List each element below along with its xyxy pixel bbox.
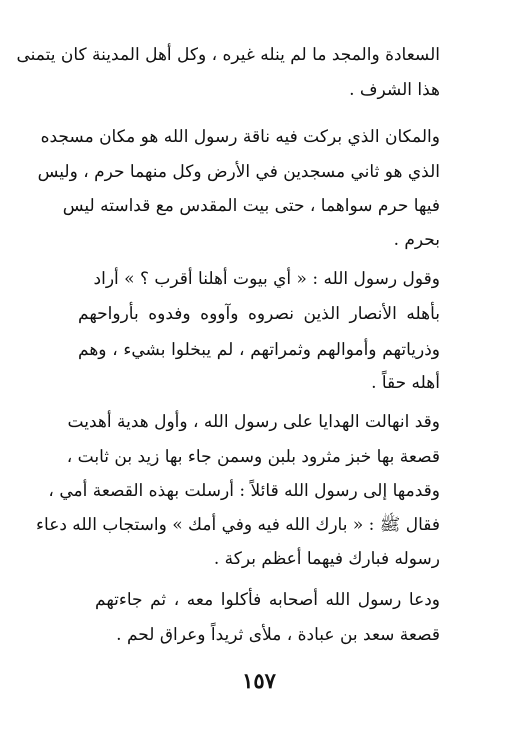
text-line: الذي هو ثاني مسجدين في الأرض وكل منهما حرم ، وليس xyxy=(37,162,440,182)
text-line: فقال ﷺ : « بارك الله فيه وفي أمك » واستجاب الله دعاء xyxy=(36,515,440,535)
text-line: بحرم . xyxy=(393,230,440,250)
text-line: فيها حرم سواهما ، حتى بيت المقدس مع قداسته ليس xyxy=(62,196,440,216)
text-line: وقدمها إلى رسول الله قائلاً : أرسلت بهذه القصعة أمي ، xyxy=(48,481,440,501)
page-number: ١٥٧ xyxy=(242,668,276,693)
text-line: ودعا رسول الله أصحابه فأكلوا معه ، ثم جاءتهم xyxy=(95,590,440,610)
text-line: والمكان الذي بركت فيه ناقة رسول الله هو مكان مسجده xyxy=(40,127,440,147)
text-line: قصعة سعد بن عبادة ، ملأى ثريداً وعراق لحم . xyxy=(116,625,440,645)
text-line: هذا الشرف . xyxy=(349,80,440,100)
text-line: رسوله فبارك فيهما أعظم بركة . xyxy=(213,549,440,569)
text-line: قصعة بها خبز مثرود بلبن وسمن جاء بها زيد بن ثابت ، xyxy=(66,447,440,467)
text-line: السعادة والمجد ما لم ينله غيره ، وكل أهل المدينة كان يتمنى xyxy=(16,45,440,65)
text-line: وقد انهالت الهدايا على رسول الله ، وأول هدية أهديت xyxy=(67,412,440,432)
text-line: وقول رسول الله : « أي بيوت أهلنا أقرب ؟ » أراد xyxy=(93,269,440,289)
text-line: بأهله الأنصار الذين نصروه وآووه وفدوه بأرواحهم xyxy=(78,304,440,324)
text-line: أهله حقاً . xyxy=(371,373,440,393)
text-line: وذرياتهم وأموالهم وثمراتهم ، لم يبخلوا بشيء ، وهم xyxy=(78,340,440,360)
